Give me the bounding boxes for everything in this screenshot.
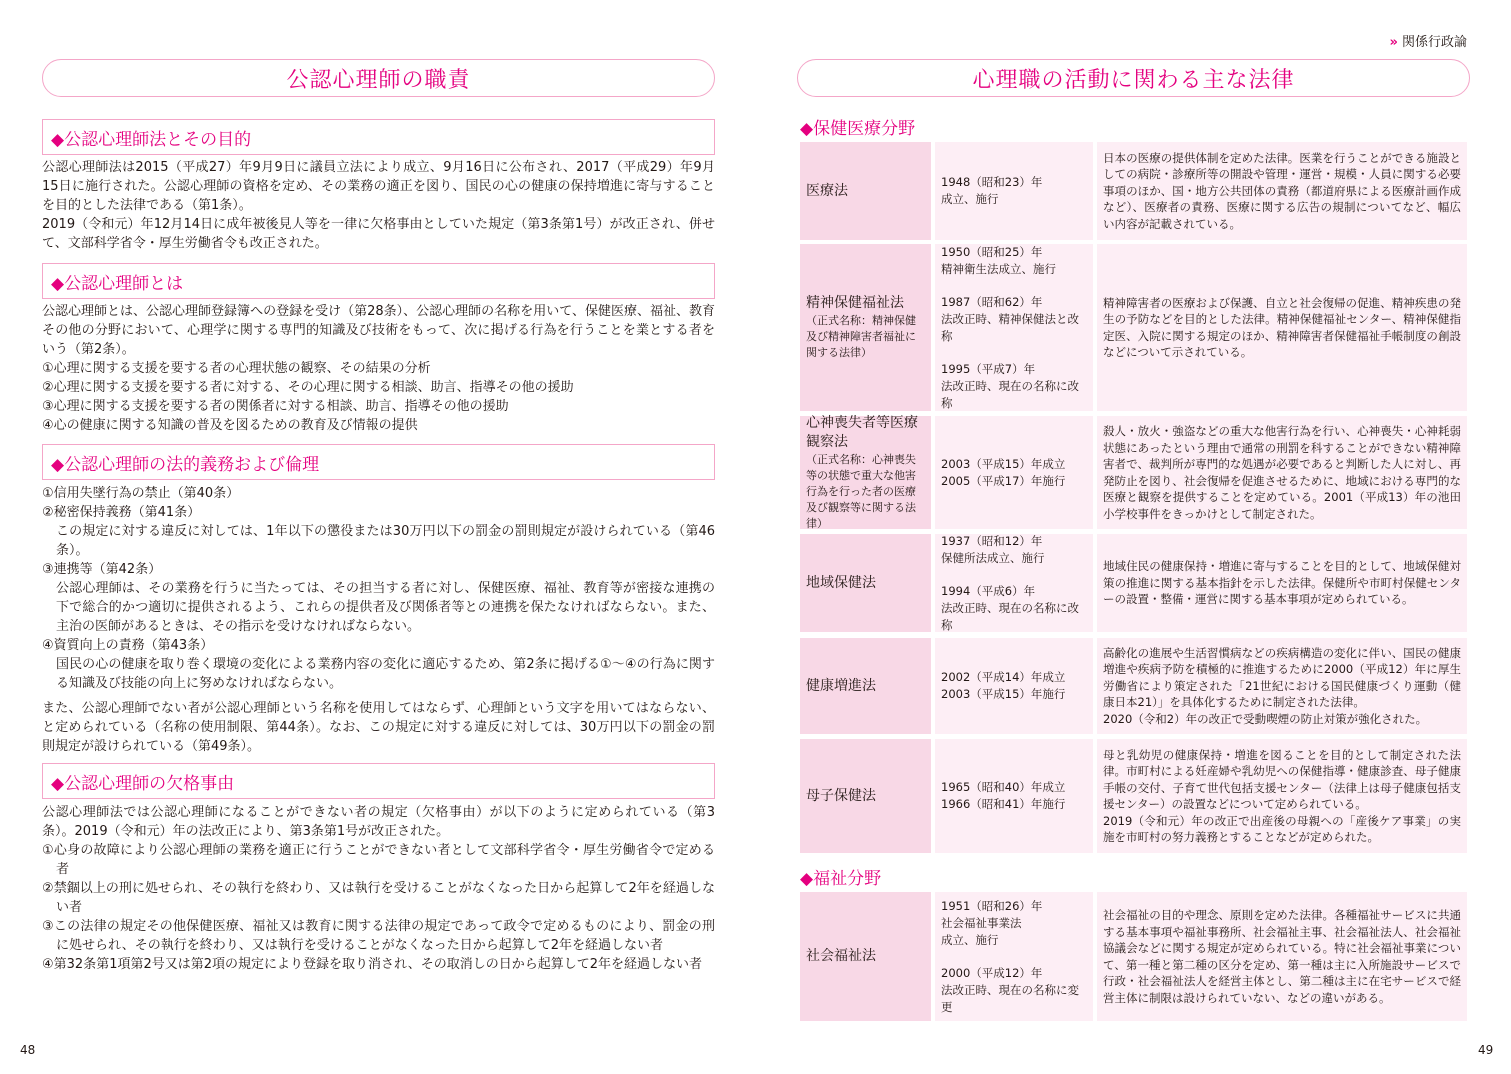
law-row xyxy=(800,534,1467,632)
law-name: 社会福祉法 xyxy=(806,948,876,964)
law-row xyxy=(800,638,1467,734)
law-name: 健康増進法 xyxy=(806,677,876,694)
duty-label: ③連携等（第42条） xyxy=(42,562,162,577)
law-date: 1951（昭和26）年 社会福祉事業法 成立、施行 xyxy=(941,898,1043,947)
law-date: 2000（平成12）年 法改正時、現在の名称に変更 xyxy=(941,965,1079,1014)
law-formal-name: （正式名称：心神喪失等の状態で重大な他害行為を行った者の医療及び観察等に関する法律） xyxy=(806,452,916,530)
duty-label: ④資質向上の責務（第43条） xyxy=(42,638,214,653)
list-item: ②禁錮以上の刑に処せられ、その執行を終わり、又は執行を受けることがなくなった日から起算して2年を経過しない者 xyxy=(42,881,715,915)
duty-label: ①信用失墜行為の禁止（第40条） xyxy=(42,486,240,501)
law-name-cell xyxy=(800,739,931,853)
page-number-right: 49 xyxy=(1478,1043,1494,1057)
list-item: ③この法律の規定その他保健医療、福祉又は教育に関する法律の規定であって政令で定めるものにより、罰金の刑に処せられ、その執行を終わり、又は執行を受けることがなくなった日から起算して2年を経過しない者 xyxy=(42,919,715,953)
list-item: ④第32条第1項第2号又は第2項の規定により登録を取り消され、その取消しの日から起算して2年を経過しない者 xyxy=(42,957,703,972)
law-description: 高齢化の進展や生活習慣病などの疾病構造の変化に伴い、国民の健康増進や疾病予防を積極的に推進するために2000（平成12）年に厚生労働省により策定された「21世紀における国民健康づくり運動（健康日本21）」を具体化するために制定された法律。 2020（令和2）年の改正で受動喫煙の防止対策が強化された。 xyxy=(1103,645,1461,726)
duty-label: ②秘密保持義務（第41条） xyxy=(42,505,201,520)
list-item: ④心の健康に関する知識の普及を図るための教育及び情報の提供 xyxy=(42,418,418,433)
section-heading-purpose: ◆公認心理師法とその目的 xyxy=(42,119,715,155)
page-number-left: 48 xyxy=(20,1043,36,1057)
law-description-cell xyxy=(1097,892,1467,1021)
law-name-cell xyxy=(800,244,931,411)
law-dates-cell xyxy=(935,244,1093,411)
law-date: 1948（昭和23）年 成立、施行 xyxy=(941,175,1043,206)
law-name-cell xyxy=(800,416,931,529)
law-description-cell xyxy=(1097,416,1467,529)
law-description-cell xyxy=(1097,638,1467,734)
list-item: ①心身の故障により公認心理師の業務を適正に行うことができない者として文部科学省令・厚生労働省令で定める者 xyxy=(42,843,715,877)
law-name: 医療法 xyxy=(806,182,848,199)
section-heading-duties: ◆公認心理師の法的義務および倫理 xyxy=(42,444,715,480)
law-dates-cell xyxy=(935,416,1093,529)
law-date: 1987（昭和62）年 法改正時、精神保健法と改称 xyxy=(941,294,1079,343)
law-name: 母子保健法 xyxy=(806,787,876,804)
double-chevron-icon: » xyxy=(1389,35,1398,50)
category-heading-welfare: ◆福祉分野 xyxy=(800,869,882,889)
list-item: ①心理に関する支援を要する者の心理状態の観察、その結果の分析 xyxy=(42,361,431,376)
section-heading-disqualification: ◆公認心理師の欠格事由 xyxy=(42,763,715,799)
running-header xyxy=(1389,31,1467,50)
section-name: 関係行政論 xyxy=(1401,35,1467,50)
law-dates-cell xyxy=(935,142,1093,240)
paragraph: また、公認心理師でない者が公認心理師という名称を使用してはならず、心理師という文字を用いてはならない、と定められている（名称の使用制限、第44条）。なお、この規定に対する違反に対しては、30万円以下の罰金の罰則規定が設けられている（第49条）。 xyxy=(42,701,715,754)
left-page-title: 公認心理師の職責 xyxy=(42,59,715,97)
paragraph: 2019（令和元）年12月14日に成年被後見人等を一律に欠格事由としていた規定（第3条第1号）が改正され、併せて、文部科学省令・厚生労働省令も改正された。 xyxy=(42,217,715,251)
section-heading-definition: ◆公認心理師とは xyxy=(42,263,715,299)
law-formal-name: （正式名称：精神保健及び精神障害者福祉に関する法律） xyxy=(806,314,916,359)
law-description: 精神障害者の医療および保護、自立と社会復帰の促進、精神疾患の発生の予防などを目的とした法律。精神保健福祉センター、精神保健指定医、入院に関する規定のほか、精神障害者保健福祉手帳制度の創設などについて示されている。 xyxy=(1103,295,1461,359)
paragraph: 公認心理師法は2015（平成27）年9月9日に議員立法により成立、9月16日に公布され、2017（平成29）年9月15日に施行された。公認心理師の資格を定め、その業務の適正を図り、国民の心の健康の保持増進に寄与することを目的とした法律である（第1条）。 xyxy=(42,160,715,213)
duty-detail: 公認心理師は、その業務を行うに当たっては、その担当する者に対し、保健医療、福祉、教育等が密接な連携の下で総合的かつ適切に提供されるよう、これらの提供者及び関係者等との連携を保たなければならない。また、主治の医師があるときは、その指示を受けなければならない。 xyxy=(56,581,715,634)
law-name: 地域保健法 xyxy=(806,574,876,591)
section-body-purpose xyxy=(42,158,715,253)
duty-detail: この規定に対する違反に対しては、1年以下の懲役または30万円以下の罰金の罰則規定が設けられている（第46条）。 xyxy=(56,524,715,558)
law-date: 2002（平成14）年成立 2003（平成15）年施行 xyxy=(941,670,1066,701)
law-description: 殺人・放火・強盗などの重大な他害行為を行い、心神喪失・心神耗弱状態にあったという理由で通常の刑罰を科することができない精神障害者で、裁判所が専門的な処遇が必要であると判断した人に対し、再発防止を図り、社会復帰を促進させるために、地域における専門的な医療と観察を提供することを定めている。2001（平成13）年の池田小学校事件をきっかけとして制定された。 xyxy=(1103,424,1461,521)
category-heading-health: ◆保健医療分野 xyxy=(800,119,916,139)
law-description: 地域住民の健康保持・増進に寄与することを目的として、地域保健対策の推進に関する基本指針を示した法律。保健所や市町村保健センターの設置・整備・運営に関する基本事項が定められている。 xyxy=(1103,559,1461,607)
law-date: 1950（昭和25）年 精神衛生法成立、施行 xyxy=(941,244,1056,276)
law-date: 1994（平成6）年 法改正時、現在の名称に改称 xyxy=(941,583,1079,632)
law-name: 心神喪失者等医療観察法 xyxy=(806,414,918,450)
law-description-cell xyxy=(1097,534,1467,632)
law-name-cell xyxy=(800,892,931,1021)
law-dates-cell xyxy=(935,534,1093,632)
law-description-cell xyxy=(1097,244,1467,411)
law-name: 精神保健福祉法 xyxy=(806,295,904,311)
paragraph: 公認心理師とは、公認心理師登録簿への登録を受け（第28条）、公認心理師の名称を用いて、保健医療、福祉、教育その他の分野において、心理学に関する専門的知識及び技術をもって、次に掲げる行為を行うことを業とする者をいう（第2条）。 xyxy=(42,304,715,357)
section-body-duties xyxy=(42,484,715,756)
law-row xyxy=(800,892,1467,1021)
law-dates-cell xyxy=(935,638,1093,734)
law-description-cell xyxy=(1097,142,1467,240)
law-name-cell xyxy=(800,142,931,240)
section-body-disqualification xyxy=(42,803,715,974)
duty-detail: 国民の心の健康を取り巻く環境の変化による業務内容の変化に適応するため、第2条に掲げる①～④の行為に関する知識及び技能の向上に努めなければならない。 xyxy=(56,657,715,691)
right-page-title: 心理職の活動に関わる主な法律 xyxy=(797,59,1470,97)
section-body-definition xyxy=(42,302,715,435)
law-name-cell xyxy=(800,534,931,632)
list-item: ②心理に関する支援を要する者に対する、その心理に関する相談、助言、指導その他の援助 xyxy=(42,380,574,395)
law-row xyxy=(800,416,1467,529)
law-description: 日本の医療の提供体制を定めた法律。医業を行うことができる施設としての病院・診療所等の開設や管理・運営・規模・人員に関する必要事項のほか、国・地方公共団体の責務（都道府県による医療計画作成など）、医療者の責務、医療に関する広告の規制についてなど、幅広い内容が記載されている。 xyxy=(1103,150,1461,231)
law-description-cell xyxy=(1097,739,1467,853)
law-row xyxy=(800,142,1467,240)
law-row xyxy=(800,244,1467,411)
paragraph: 公認心理師法では公認心理師になることができない者の規定（欠格事由）が以下のように定められている（第3条）。2019（令和元）年の法改正により、第3条第1号が改正された。 xyxy=(42,805,715,839)
law-dates-cell xyxy=(935,892,1093,1021)
law-date: 1965（昭和40）年成立 1966（昭和41）年施行 xyxy=(941,780,1066,811)
law-dates-cell xyxy=(935,739,1093,853)
law-name-cell xyxy=(800,638,931,734)
law-date: 1995（平成7）年 法改正時、現在の名称に改称 xyxy=(941,361,1079,410)
law-description: 母と乳幼児の健康保持・増進を図ることを目的として制定された法律。市町村による妊産婦や乳幼児への保健指導・健康診査、母子健康手帳の交付、子育て世代包括支援センター（法律上は母子健康包括支援センター）の設置などについて定められている。 2019（令和元）年の改正で出産後の母親への「産後ケア事業」の実施を市町村の努力義務とすることなどが定められた。 xyxy=(1103,747,1461,844)
law-row xyxy=(800,739,1467,853)
law-description: 社会福祉の目的や理念、原則を定めた法律。各種福祉サービスに共通する基本事項や福祉事務所、社会福祉主事、社会福祉法人、社会福祉協議会などに関する規定が定められている。特に社会福祉事業について、第一種と第二種の区分を定め、第一種は主に入所施設サービスで行政・社会福祉法人を経営主体とし、第二種は主に在宅サービスで経営主体に制限は設けられていない、などの違いがある。 xyxy=(1103,908,1461,1005)
law-date: 1937（昭和12）年 保健所法成立、施行 xyxy=(941,533,1045,565)
law-date: 2003（平成15）年成立 2005（平成17）年施行 xyxy=(941,456,1066,488)
list-item: ③心理に関する支援を要する者の関係者に対する相談、助言、指導その他の援助 xyxy=(42,399,509,414)
